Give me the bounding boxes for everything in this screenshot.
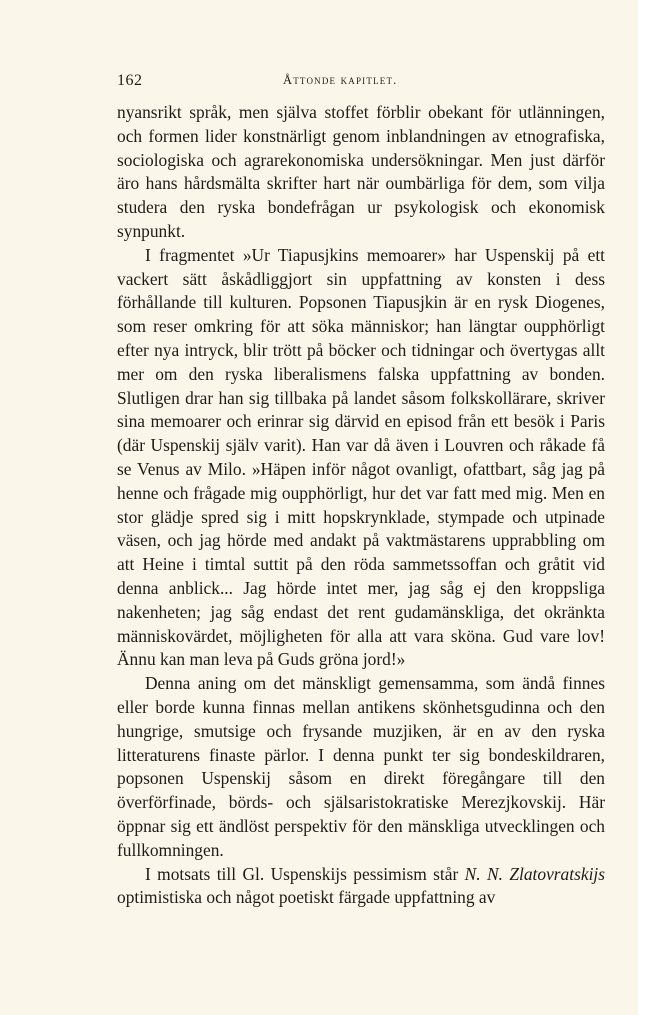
running-head: Åttonde kapitlet.: [283, 73, 398, 87]
paragraph-3: Denna aning om det mänskligt gemensamma, som ändå finnes eller borde kunna finnas mellan antikens skönhetsgudinna och den hungrige, smutsige och frysande muzjiken, är en av den ryska litteraturens finaste pärlor. I denna punkt ter sig bondeskildraren, popsonen Uspenskij såsom en direkt föregångare till den överförfinade, börds- och själsaristokratiske Merezjkovskij. Här öppnar sig ett ändlöst perspektiv för den mänskliga utvecklingen och fullkomningen.: [117, 673, 605, 860]
paragraph-4-start: I motsats till Gl. Uspenskijs pessimism står: [145, 863, 465, 884]
body-text: [117, 101, 605, 910]
paragraph-2: I fragmentet »Ur Tiapusjkins memoarer» har Uspenskij på ett vackert sätt åskådliggjort sin uppfattning av konsten i dess förhållande till kulturen. Popsonen Tiapusjkin är en rysk Diogenes, som reser omkring för att söka människor; han längtar oupphörligt efter nya intryck, blir trött på böcker och tidningar och övertygas allt mer om den ryska liberalismens falska uppfattning av bonden. Slutligen drar han sig tillbaka på landet såsom folkskollärare, skriver sina memoarer och erinrar sig därvid en episod från ett besök i Paris (där Uspenskij själv varit). Han var då även i Louvren och råkade få se Venus av Milo. »Häpen inför något ovanligt, ofattbart, såg jag på henne och frågade mig oupphörligt, hur det var fatt med mig. Men en stor glädje spred sig i mitt hopskrynklade, stympade och utpinade väsen, och jag hörde med andakt på vaktmästarens upprabbling om att Heine i timtal suttit på den röda sammetssoffan och gråtit vid denna anblick... Jag hörde intet mer, jag såg ej den kroppsliga nakenheten; jag såg endast det rent gudamänskliga, det okränkta människovärdet, möjligheten för alla att vara sköna. Gud vare lov! Ännu kan man leva på Guds gröna jord!»: [117, 244, 605, 670]
author-name: N. N. Zlatovratskijs: [464, 863, 606, 884]
page-number: 162: [117, 72, 143, 89]
page-edge: [638, 0, 648, 1015]
paragraph-4-end: optimistiska och något poetiskt färgade uppfattning av: [117, 887, 496, 908]
page-header: [117, 72, 602, 92]
paragraph-1: nyansrikt språk, men själva stoffet förblir obekant för utlänningen, och formen lider konstnärligt genom inblandningen av etnografiska, sociologiska och agrarekonomiska undersökningar. Men just därför äro hans hårdsmälta skrifter hart när oumbärliga för dem, som vilja studera den ryska bondefrågan ur psykologisk och ekonomisk synpunkt.: [117, 102, 605, 241]
paragraph-4: [117, 863, 605, 911]
